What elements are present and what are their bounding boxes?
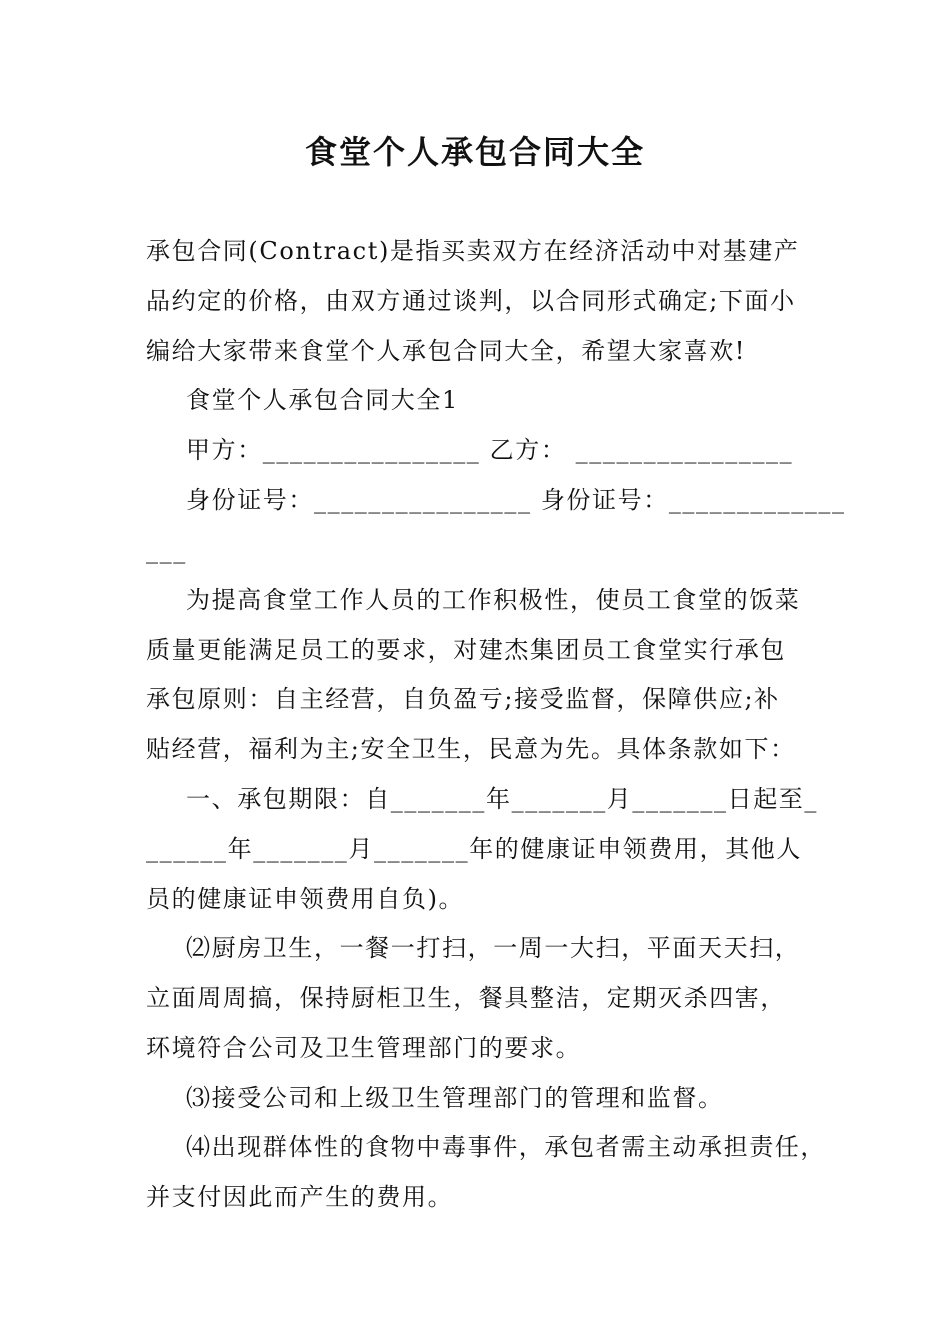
intro-line-3: 编给大家带来食堂个人承包合同大全，希望大家喜欢! — [146, 337, 747, 365]
paragraph-line-4: 贴经营，福利为主;安全卫生，民意为先。具体条款如下： — [146, 735, 796, 763]
intro-line-1: 承包合同(Contract)是指买卖双方在经济活动中对基建产 — [146, 237, 800, 265]
term-line-1: 一、承包期限：自_______年_______月_______日起至_ — [186, 785, 818, 813]
clause-4-line-2: 并支付因此而产生的费用。 — [146, 1183, 454, 1211]
clause-2-line-3: 环境符合公司及卫生管理部门的要求。 — [146, 1034, 582, 1062]
clause-4-line-1: ⑷出现群体性的食物中毒事件，承包者需主动承担责任， — [186, 1133, 826, 1161]
term-line-2: ______年_______月_______年的健康证申领费用，其他人 — [146, 835, 802, 863]
id-number-line-continued: ___ — [146, 536, 187, 564]
clause-3-line: ⑶接受公司和上级卫生管理部门的管理和监督。 — [186, 1084, 724, 1112]
paragraph-line-2: 质量更能满足员工的要求，对建杰集团员工食堂实行承包 — [146, 636, 786, 664]
section-heading: 食堂个人承包合同大全1 — [186, 386, 459, 414]
clause-2-line-1: ⑵厨房卫生，一餐一打扫，一周一大扫，平面天天扫， — [186, 934, 801, 962]
intro-line-2: 品约定的价格，由双方通过谈判，以合同形式确定;下面小 — [146, 287, 796, 315]
term-line-3: 员的健康证申领费用自负)。 — [146, 885, 465, 913]
document-title: 食堂个人承包合同大全 — [304, 133, 645, 171]
clause-2-line-2: 立面周周搞，保持厨柜卫生，餐具整洁，定期灭杀四害， — [146, 984, 786, 1012]
paragraph-line-3: 承包原则：自主经营，自负盈亏;接受监督，保障供应;补 — [146, 685, 780, 713]
paragraph-line-1: 为提高食堂工作人员的工作积极性，使员工食堂的饭菜 — [186, 586, 801, 614]
id-number-line: 身份证号：________________ 身份证号：_____________ — [186, 486, 846, 514]
party-line: 甲方：________________ 乙方： ________________ — [186, 436, 794, 464]
